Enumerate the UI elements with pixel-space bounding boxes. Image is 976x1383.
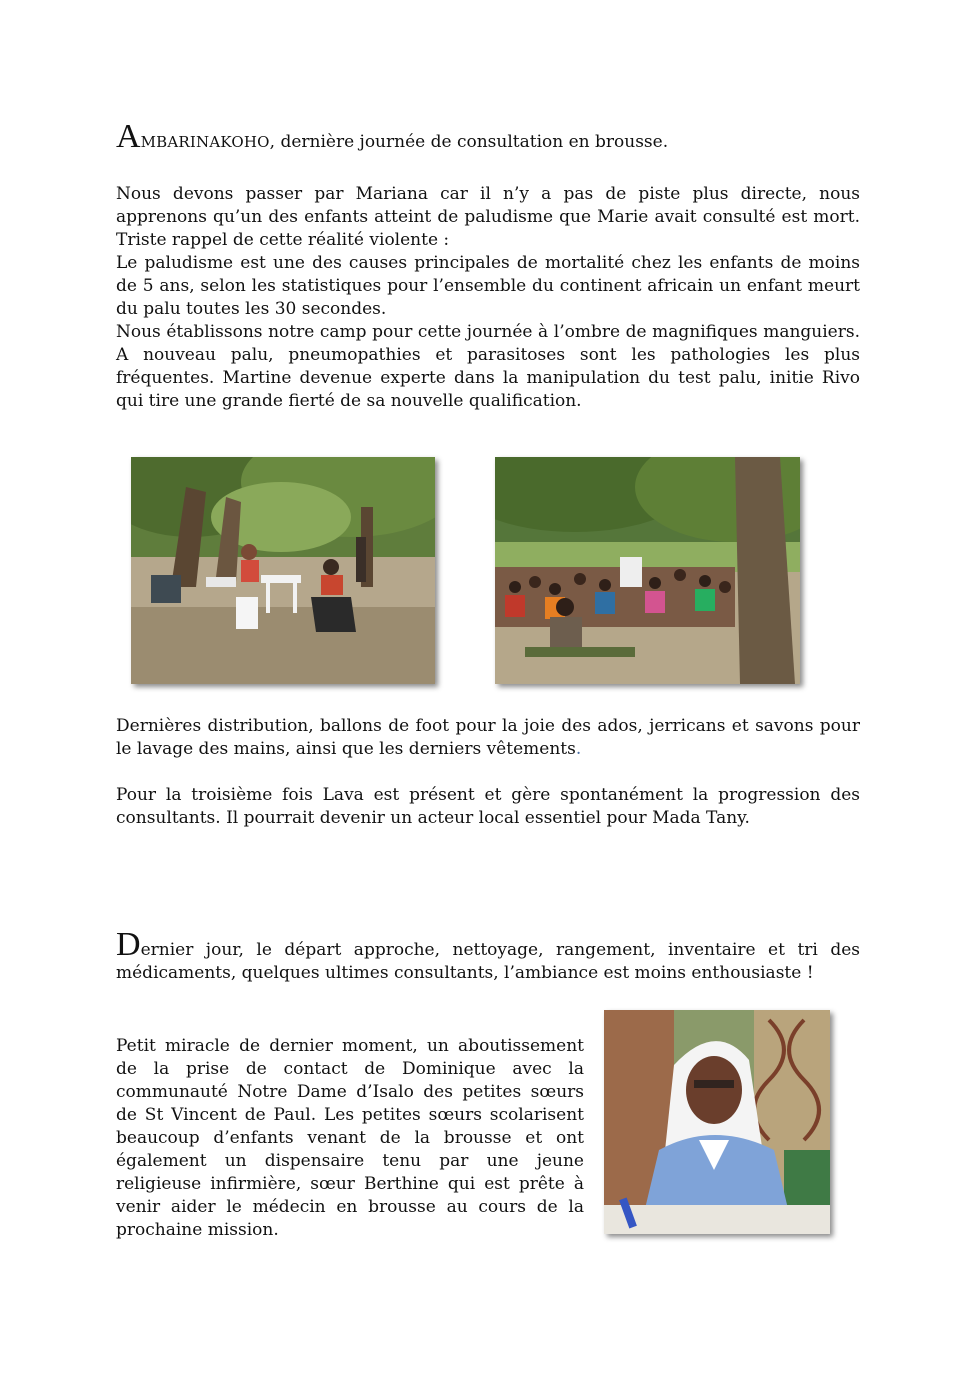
last-day-dropcap: D	[116, 926, 141, 963]
section-title	[116, 118, 860, 155]
paragraph-camp: Nous établissons notre camp pour cette journée à l’ombre de magnifiques manguiers. A nouveau palu, pneumopathies et parasitoses sont les pathologies les plus fréquentes. Martine devenue experte dans la manipulation du test palu, initie Rivo qui tire une grande fierté de sa nouvelle qualification.	[116, 322, 860, 411]
photo-sister-berthine	[604, 1010, 830, 1234]
photo-consultation-camp-image	[131, 457, 435, 684]
distribution-end-period: .	[575, 739, 582, 759]
photo-consultation-camp	[131, 457, 435, 684]
title-dropcap: A	[116, 118, 141, 155]
title-tail: , dernière journée de consultation en brousse.	[269, 132, 669, 152]
photo-crowd-waiting-image	[495, 457, 800, 684]
distribution-text-block	[116, 715, 860, 830]
last-day-text-block	[116, 926, 860, 985]
paragraph-miracle: Petit miracle de dernier moment, un aboutissement de la prise de contact de Dominique avec la communauté Notre Dame d’Isalo des petites sœurs de St Vincent de Paul. Les petites sœurs scolarisent beaucoup d’enfants venant de la brousse et ont également un dispensaire tenu par une jeune religieuse infirmière, sœur Berthine qui est prête à venir aider le médecin en brousse au cours de la prochaine mission.	[116, 1036, 584, 1240]
miracle-text-block	[116, 1035, 584, 1242]
last-day-text: ernier jour, le départ approche, nettoyage, rangement, inventaire et tri des médicaments, quelques ultimes consultants, l’ambiance est moins enthousiaste !	[116, 940, 860, 983]
paragraph-distribution	[116, 715, 860, 761]
paragraph-malaria: Le paludisme est une des causes principales de mortalité chez les enfants de moins de 5 ans, selon les statistiques pour l’ensemble du continent africain un enfant meurt du palu toutes les 30 secondes.	[116, 253, 860, 319]
distribution-text: Dernières distribution, ballons de foot pour la joie des ados, jerricans et savons pour le lavage des mains, ainsi que les derniers vêtements	[116, 716, 860, 759]
photo-crowd-waiting	[495, 457, 800, 684]
photo-sister-berthine-image	[604, 1010, 830, 1234]
title-place-name: MBARINAKOHO	[140, 133, 270, 151]
paragraph-last-day	[116, 926, 860, 985]
paragraph-route: Nous devons passer par Mariana car il n’y a pas de piste plus directe, nous apprenons qu’un des enfants atteint de paludisme que Marie avait consulté est mort. Triste rappel de cette réalité violente :	[116, 184, 860, 250]
intro-text-block	[116, 183, 860, 413]
paragraph-lava: Pour la troisième fois Lava est présent et gère spontanément la progression des consultants. Il pourrait devenir un acteur local essentiel pour Mada Tany.	[116, 785, 860, 828]
